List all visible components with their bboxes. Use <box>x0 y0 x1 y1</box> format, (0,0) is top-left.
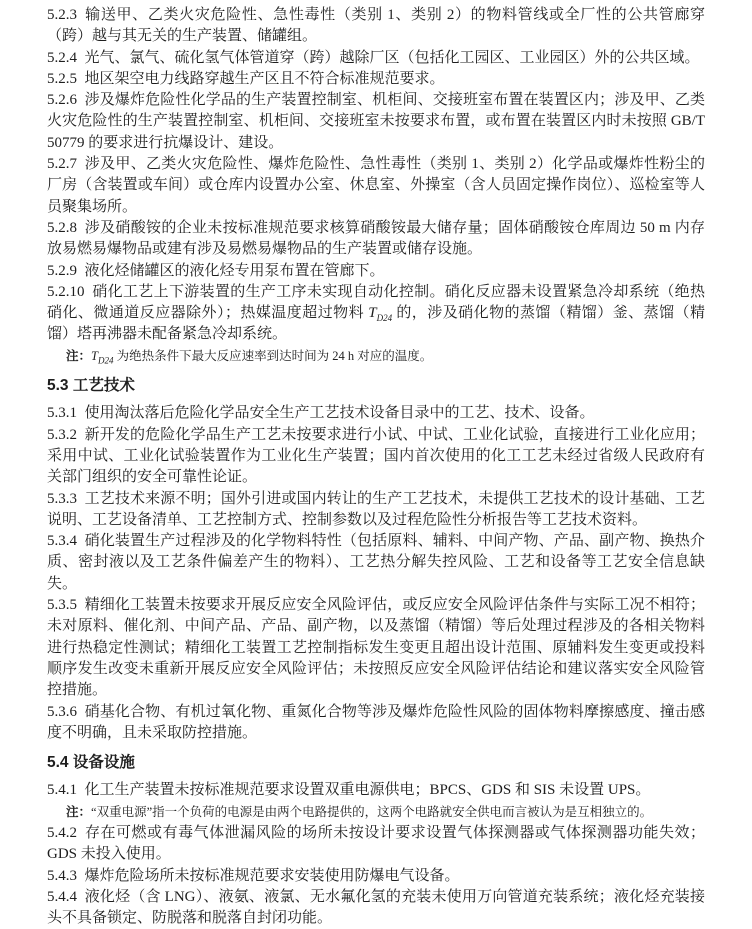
clause-number: 5.3.6 <box>47 703 77 720</box>
section-heading: 5.4 设备设施 <box>47 754 135 772</box>
clause-item: 5.3.1 使用淘汰落后危险化学品安全生产工艺技术设备目录中的工艺、技术、设备。 <box>47 405 595 422</box>
clause-item: 5.2.4 光气、氯气、硫化氢气体管道穿（跨）越除厂区（包括化工园区、工业园区）外的公共区域。 <box>47 49 700 66</box>
clause-number: 5.2.10 <box>47 283 85 300</box>
clause-item: 5.2.5 地区架空电力线路穿越生产区且不符合标准规范要求。 <box>47 70 445 87</box>
clause-number: 5.3.3 <box>47 490 77 507</box>
clause-item: 5.3.3 工艺技术来源不明；国外引进或国内转让的生产工艺技术，未提供工艺技术的设计基础、工艺说明、工艺设备清单、工艺控制方式、控制参数以及过程危险性分析报告等工艺技术资料。 <box>47 490 705 528</box>
clause-number: 5.4.4 <box>47 888 77 905</box>
clause-number: 5.2.3 <box>47 7 77 23</box>
clause-number: 5.4.1 <box>47 782 77 799</box>
clause-number: 5.3.1 <box>47 405 77 422</box>
section-2 <box>47 752 705 929</box>
clause-number: 5.2.6 <box>47 92 77 109</box>
clause-item: 5.2.10 硝化工艺上下游装置的生产工序未实现自动化控制。硝化反应器未设置紧急冷却系统（绝热硝化、微通道反应器除外）；热媒温度超过物料 $T_{D24}$ 的，涉及硝化物的蒸馏（精馏）釜、蒸馏（精馏）塔再沸器未配备紧急冷却系统。 <box>47 283 705 343</box>
document-body <box>47 5 705 929</box>
section-heading: 5.3 工艺技术 <box>47 377 135 395</box>
clause-number: 5.2.5 <box>47 70 77 87</box>
td24-symbol: $T_{D24}$ <box>368 305 393 324</box>
clause-item: 5.2.6 涉及爆炸危险性化学品的生产装置控制室、机柜间、交接班室布置在装置区内；涉及甲、乙类火灾危险性的生产装置控制室、机柜间、交接班室未按要求布置，或布置在装置区内时未按照 GB/T 50779 的要求进行抗爆设计、建设。 <box>47 92 705 151</box>
clause-note: 注：$T_{D24}$ 为绝热条件下最大反应速率到达时间为 24 h 对应的温度。 <box>66 348 433 366</box>
clause-item: 5.2.9 液化烃储罐区的液化烃专用泵布置在管廊下。 <box>47 262 385 279</box>
note-label: 注： <box>66 804 92 819</box>
clause-item: 5.4.1 化工生产装置未按标准规范要求设置双重电源供电；BPCS、GDS 和 SIS 未设置 UPS。 <box>47 782 651 799</box>
clause-number: 5.4.2 <box>47 824 77 841</box>
clause-number: 5.2.4 <box>47 49 77 66</box>
td24-symbol: $T_{D24}$ <box>91 348 114 366</box>
section-0 <box>47 5 705 367</box>
clause-number: 5.2.7 <box>47 156 77 173</box>
clause-item: 5.4.2 存在可燃或有毒气体泄漏风险的场所未按设计要求设置气体探测器或气体探测器功能失效；GDS 未投入使用。 <box>47 824 705 863</box>
clause-item: 5.3.4 硝化装置生产过程涉及的化学物料特性（包括原料、辅料、中间产物、产品、副产物、换热介质、密封液以及工艺条件偏差产生的物料）、工艺热分解失控风险、工艺和设备等工艺安全信息缺失。 <box>47 533 705 592</box>
clause-item: 5.2.3 输送甲、乙类火灾危险性、急性毒性（类别 1、类别 2）的物料管线或全厂性的公共管廊穿（跨）越与其无关的生产装置、储罐组。 <box>47 7 705 45</box>
clause-item: 5.4.3 爆炸危险场所未按标准规范要求安装使用防爆电气设备。 <box>47 867 460 884</box>
clause-item: 5.2.7 涉及甲、乙类火灾危险性、爆炸危险性、急性毒性（类别 1、类别 2）化学品或爆炸性粉尘的厂房（含装置或车间）或仓库内设置办公室、休息室、外操室（含人员固定操作岗位）、巡检室等人员聚集场所。 <box>47 156 705 215</box>
clause-number: 5.2.9 <box>47 262 77 279</box>
note-label: 注： <box>66 348 92 363</box>
clause-number: 5.3.4 <box>47 533 77 550</box>
clause-number: 5.3.5 <box>47 597 77 614</box>
clause-note: 注：“双重电源”指一个负荷的电源是由两个电路提供的，这两个电路就安全供电而言被认为是互相独立的。 <box>66 804 653 819</box>
clause-item: 5.2.8 涉及硝酸铵的企业未按标准规范要求核算硝酸铵最大储存量；固体硝酸铵仓库周边 50 m 内存放易燃易爆物品或建有涉及易燃易爆物品的生产装置或储存设施。 <box>47 219 705 258</box>
clause-number: 5.3.2 <box>47 426 77 443</box>
clause-item: 5.3.5 精细化工装置未按要求开展反应安全风险评估，或反应安全风险评估条件与实际工况不相符；未对原料、催化剂、中间产品、产品、副产物，以及蒸馏（精馏）等后处理过程涉及的各相关物料进行热稳定性测试；精细化工装置工艺控制指标发生变更且超出设计范围、原辅料发生变更或投料顺序发生改变未重新开展反应安全风险评估；未按照反应安全风险评估结论和建议落实安全风险管控措施。 <box>47 597 705 699</box>
clause-item: 5.3.6 硝基化合物、有机过氧化物、重氮化合物等涉及爆炸危险性风险的固体物料摩擦感度、撞击感度不明确，且未采取防控措施。 <box>47 703 705 741</box>
clause-item: 5.4.4 液化烃（含 LNG）、液氨、液氯、无水氟化氢的充装未使用万向管道充装系统；液化烃充装接头不具备锁定、防脱落和脱落自封闭功能。 <box>47 888 705 927</box>
clause-number: 5.4.3 <box>47 867 77 884</box>
clause-item: 5.3.2 新开发的危险化学品生产工艺未按要求进行小试、中试、工业化试验，直接进行工业化应用；采用中试、工业化试验装置作为工业化生产装置；国内首次使用的化工工艺未经过省级人民政府有关部门组织的安全可靠性论证。 <box>47 426 705 486</box>
clause-number: 5.2.8 <box>47 219 77 236</box>
section-1 <box>47 375 705 744</box>
